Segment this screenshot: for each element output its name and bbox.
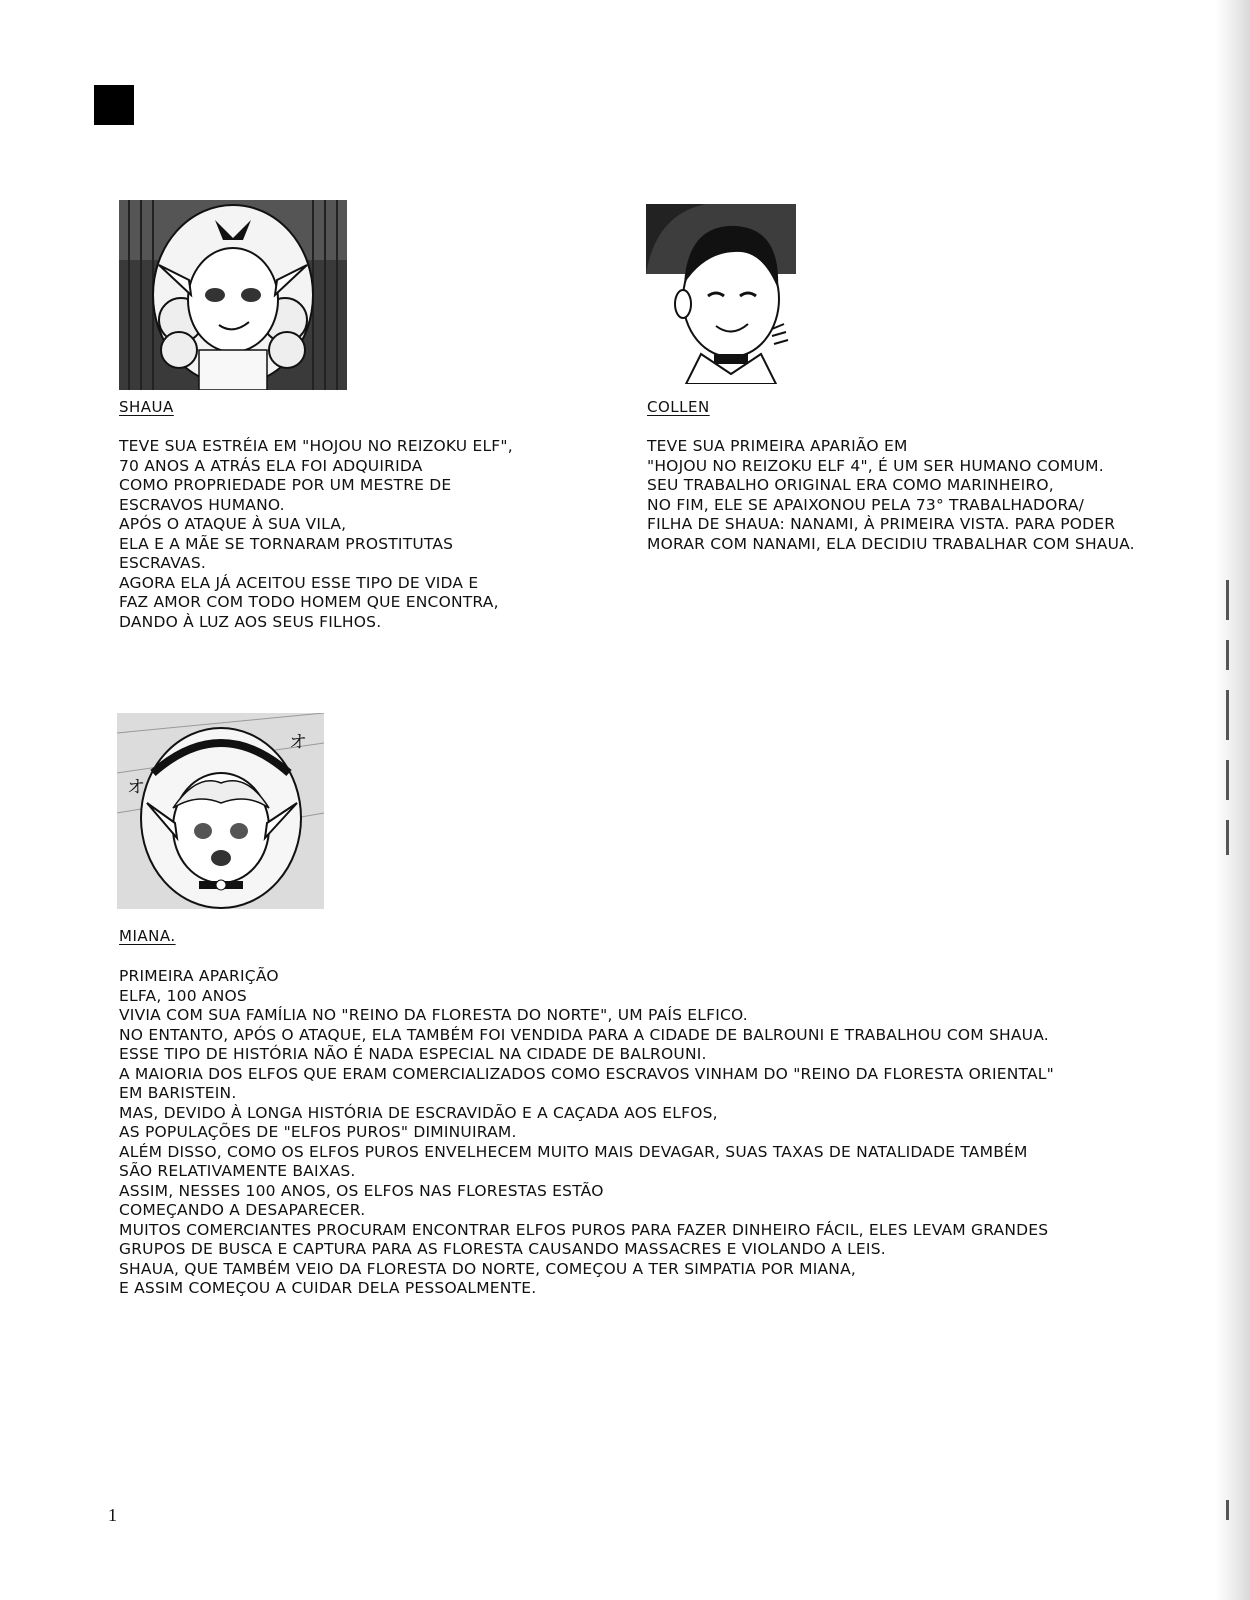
bio-line: A MAIORIA DOS ELFOS QUE ERAM COMERCIALIZADOS COMO ESCRAVOS VINHAM DO "REINO DA FLORESTA ORIENTAL" — [119, 1064, 1054, 1083]
bio-line: SHAUA, QUE TAMBÉM VEIO DA FLORESTA DO NORTE, COMEÇOU A TER SIMPATIA POR MIANA, — [119, 1259, 857, 1278]
bio-line: TEVE SUA PRIMEIRA APARIÃO EM — [647, 437, 908, 455]
bio-line: ELFA, 100 ANOS — [119, 986, 247, 1005]
bio-line: COMEÇANDO A DESAPARECER. — [119, 1201, 366, 1219]
shaua-name: SHAUA — [119, 398, 174, 416]
bio-line: E ASSIM COMEÇOU A CUIDAR DELA PESSOALMENTE. — [119, 1279, 537, 1297]
shaua-portrait — [119, 200, 347, 390]
svg-text:オ: オ — [127, 777, 145, 798]
bio-line: SÃO RELATIVAMENTE BAIXAS. — [119, 1162, 356, 1180]
collen-portrait — [646, 204, 796, 384]
bio-line: AS POPULAÇÕES DE "ELFOS PUROS" DIMINUIRAM. — [119, 1123, 517, 1141]
bio-line: SEU TRABALHO ORIGINAL ERA COMO MARINHEIRO, — [647, 476, 1054, 494]
bio-line: ESSE TIPO DE HISTÓRIA NÃO É NADA ESPECIAL NA CIDADE DE BALROUNI. — [119, 1045, 707, 1063]
miana-portrait — [117, 713, 324, 909]
bio-line: APÓS O ATAQUE À SUA VILA, — [119, 515, 347, 533]
bio-line: MAS, DEVIDO À LONGA HISTÓRIA DE ESCRAVIDÃO E A CAÇADA AOS ELFOS, — [119, 1103, 718, 1122]
bio-line: NO FIM, ELE SE APAIXONOU PELA 73° TRABALHADORA/ — [647, 495, 1085, 514]
page-number: 1 — [108, 1505, 117, 1525]
bio-line: TEVE SUA ESTRÉIA EM "HOJOU NO REIZOKU ELF", — [119, 437, 513, 455]
bio-line: GRUPOS DE BUSCA E CAPTURA PARA AS FLORESTA CAUSANDO MASSACRES E VIOLANDO A LEIS. — [119, 1240, 886, 1258]
bio-line: FILHA DE SHAUA: NANAMI, À PRIMEIRA VISTA. PARA PODER — [647, 515, 1116, 533]
bio-line: MUITOS COMERCIANTES PROCURAM ENCONTRAR ELFOS PUROS PARA FAZER DINHEIRO FÁCIL, ELES LEVAM GRANDES — [119, 1220, 1049, 1239]
bio-line: VIVIA COM SUA FAMÍLIA NO "REINO DA FLORESTA DO NORTE", UM PAÍS ELFICO. — [119, 1006, 748, 1024]
bio-line: FAZ AMOR COM TODO HOMEM QUE ENCONTRA, — [119, 593, 499, 611]
collen-bio — [647, 437, 1135, 554]
bio-line: NO ENTANTO, APÓS O ATAQUE, ELA TAMBÉM FOI VENDIDA PARA A CIDADE DE BALROUNI E TRABALHOU COM SHAUA. — [119, 1025, 1049, 1044]
bio-line: DANDO À LUZ AOS SEUS FILHOS. — [119, 612, 382, 631]
bio-line: ELA E A MÃE SE TORNARAM PROSTITUTAS — [119, 534, 454, 553]
svg-text:オ: オ — [289, 732, 307, 753]
bio-line: 70 ANOS A ATRÁS ELA FOI ADQUIRIDA — [119, 456, 423, 475]
bio-line: ASSIM, NESSES 100 ANOS, OS ELFOS NAS FLORESTAS ESTÃO — [119, 1181, 604, 1200]
bio-line: ESCRAVOS HUMANO. — [119, 495, 285, 514]
section-marker — [94, 85, 134, 125]
miana-bio — [119, 967, 1054, 1299]
bio-line: "HOJOU NO REIZOKU ELF 4", É UM SER HUMANO COMUM. — [647, 456, 1104, 475]
bio-line: PRIMEIRA APARIÇÃO — [119, 967, 279, 985]
bio-line: EM BARISTEIN. — [119, 1084, 237, 1102]
shaua-bio — [119, 437, 513, 632]
bio-line: MORAR COM NANAMI, ELA DECIDIU TRABALHAR COM SHAUA. — [647, 534, 1135, 553]
scan-edge — [1216, 0, 1250, 1600]
bio-line: COMO PROPRIEDADE POR UM MESTRE DE — [119, 476, 452, 494]
bio-line: ALÉM DISSO, COMO OS ELFOS PUROS ENVELHECEM MUITO MAIS DEVAGAR, SUAS TAXAS DE NATALIDADE TAMBÉM — [119, 1142, 1028, 1161]
miana-name: MIANA. — [119, 927, 176, 945]
bio-line: AGORA ELA JÁ ACEITOU ESSE TIPO DE VIDA E — [119, 573, 479, 592]
bio-line: ESCRAVAS. — [119, 554, 206, 572]
collen-name: COLLEN — [647, 398, 710, 416]
